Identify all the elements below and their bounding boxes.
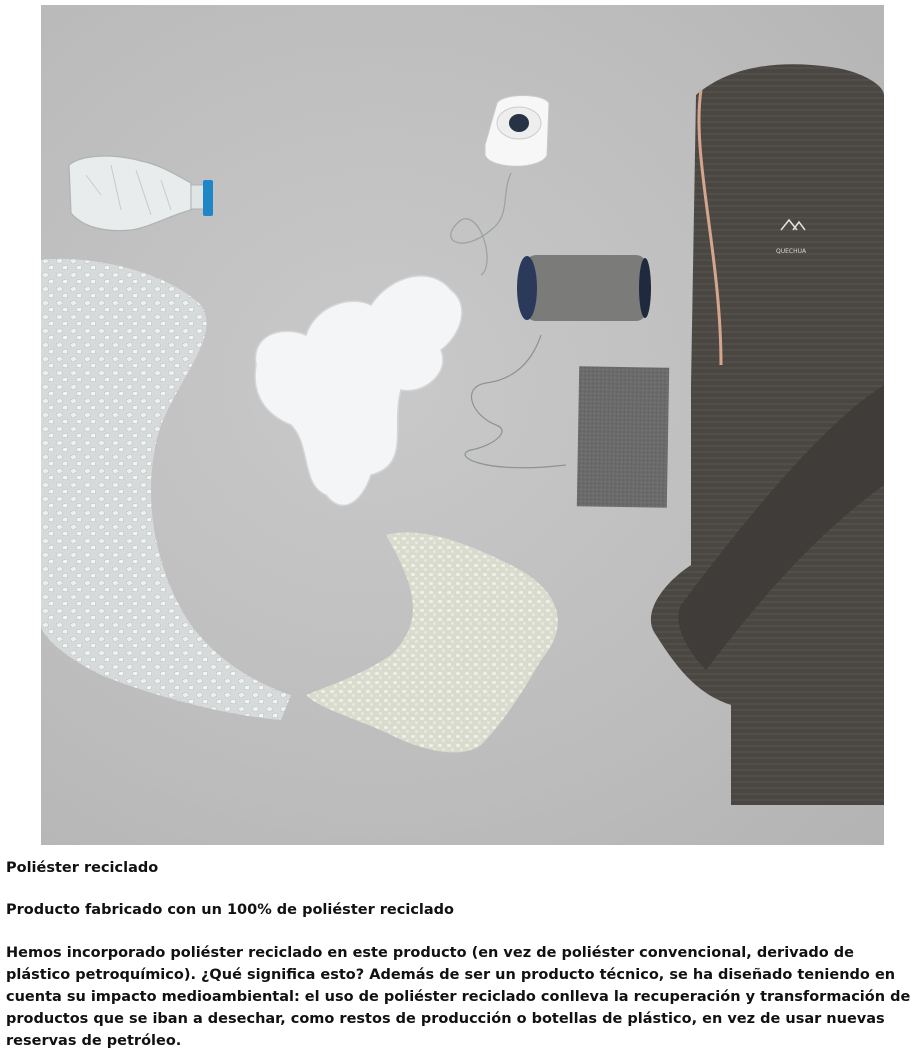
recycling-process-illustration: [41, 5, 884, 845]
plastic-bottle-icon: [69, 156, 213, 231]
white-thread-spool-icon: [451, 96, 549, 276]
section-body: Hemos incorporado poliéster reciclado en este producto (en vez de poliéster convencional, derivado de plástico petroquímico). ¿Qué significa esto? Además de ser un producto técnico, se ha diseñado teniendo en cuenta su impacto medioambiental: el uso de poliéster reciclado conlleva la recuperación y transformación de productos que se iban a desechar, como restos de producción o botellas de plástico, en vez de usar nuevas reservas de petróleo.: [6, 945, 911, 1049]
section-title: Poliéster reciclado: [6, 860, 159, 876]
pellets-icon: [306, 532, 558, 752]
product-description: [6, 858, 912, 1052]
polyester-fiber-icon: [255, 276, 462, 506]
fleece-jacket-icon: [651, 64, 884, 805]
section-subtitle: Producto fabricado con un 100% de poliéster reciclado: [6, 902, 455, 918]
plastic-flakes-icon: [41, 259, 291, 720]
product-image: [41, 5, 884, 845]
svg-text:QUECHUA: QUECHUA: [776, 248, 807, 255]
fabric-swatch-icon: [577, 366, 669, 508]
